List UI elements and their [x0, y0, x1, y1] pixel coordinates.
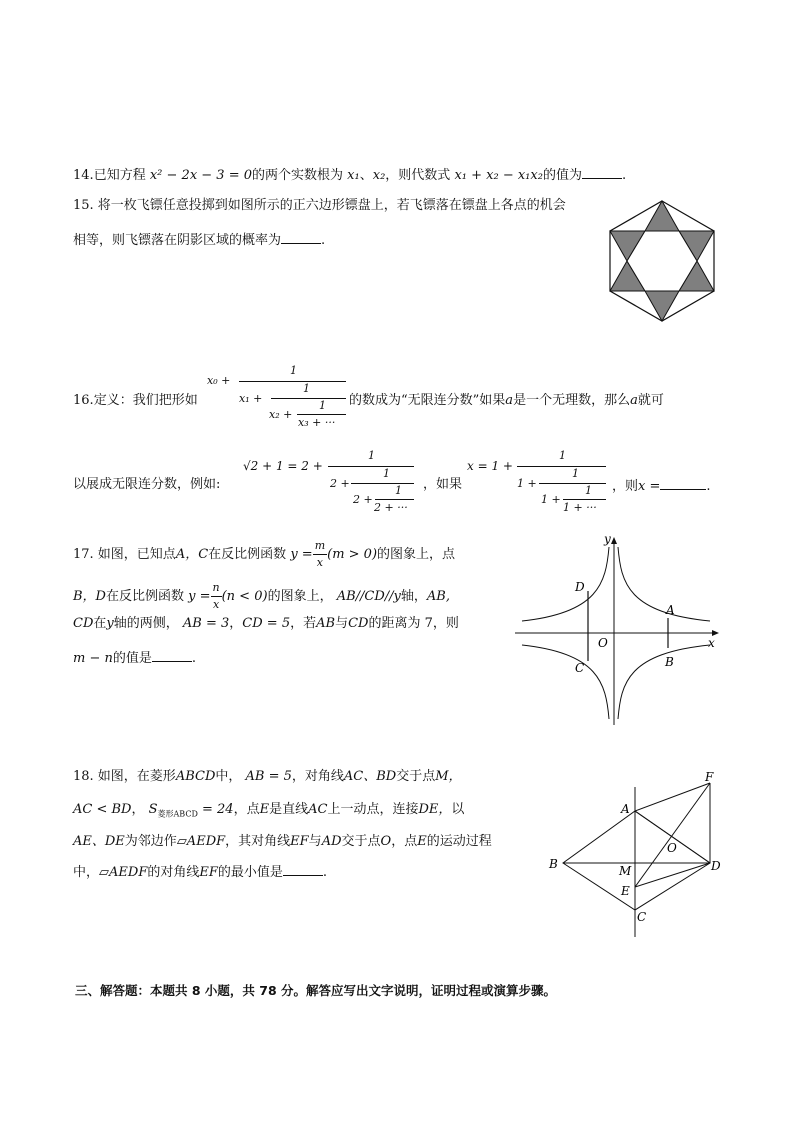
- cf-num-1: 1: [290, 364, 297, 377]
- q17-text-1c: 的图象上，点: [377, 547, 456, 562]
- segment-ad: [635, 811, 710, 863]
- ex-num-3: 1: [395, 484, 402, 497]
- q16-x-example: [467, 449, 617, 519]
- q16-line-2-mid: ，如果: [423, 477, 463, 492]
- q18-text-2a: ，点: [233, 802, 260, 817]
- q18-ab-length: AB = 5: [245, 769, 292, 784]
- label-a: A: [621, 802, 630, 816]
- q17-answer-blank[interactable]: [152, 649, 192, 662]
- x-num-1: 1: [559, 449, 566, 462]
- q18-area-s: S: [148, 802, 158, 817]
- q15-line-1: 15. 将一枚飞镖任意投掷到如图所示的正六边形镖盘上，若飞镖落在镖盘上各点的机会: [73, 198, 566, 213]
- q17-text-1b: 在反比例函数: [208, 547, 287, 562]
- q17-fn2-cond: (n < 0): [221, 589, 268, 604]
- q18-answer-blank[interactable]: [283, 863, 323, 876]
- q17-points-ac: A，C: [175, 547, 209, 562]
- label-d: D: [711, 859, 721, 873]
- q18-line-1: [73, 769, 462, 785]
- q18-ad: AD: [321, 834, 342, 849]
- cf-num-3: 1: [319, 399, 326, 412]
- cf-bar-2: [271, 398, 346, 399]
- q14-line: [73, 166, 626, 184]
- q18-area-value: = 24: [197, 802, 234, 817]
- q17-period: .: [191, 651, 197, 666]
- q18-text-2c: 上一动点，连接: [327, 802, 419, 817]
- q17-sep: ，: [229, 616, 243, 631]
- q15-line-2: [73, 231, 325, 249]
- ex-num-1: 1: [368, 449, 375, 462]
- cf-x2: x₂ +: [269, 408, 293, 421]
- q17-text-1a: 17. 如图，已知点: [73, 547, 176, 562]
- q18-text-1b: 中，: [215, 769, 242, 784]
- q14-number: 14.: [73, 168, 94, 183]
- label-o: O: [667, 841, 677, 855]
- label-d: D: [575, 580, 585, 594]
- label-x: x: [708, 636, 715, 650]
- q18-line-ac: AC: [308, 802, 328, 817]
- hexagon-dartboard-figure: [602, 196, 732, 326]
- q18-ae-de: AE、DE: [73, 834, 125, 849]
- q18-de: DE，: [418, 802, 452, 817]
- q17-fn1-cond: (m > 0): [327, 547, 378, 562]
- hyperbola-figure: [510, 533, 725, 728]
- q17-cd: CD: [73, 616, 94, 631]
- q14-expression: x₁ + x₂ − x₁x₂: [454, 168, 543, 183]
- q17-text-3c: 轴的两侧，: [113, 616, 179, 631]
- q18-abcd: ABCD: [175, 769, 216, 784]
- q16-answer-blank[interactable]: [660, 477, 706, 490]
- q18-text-2b: 是直线: [269, 802, 309, 817]
- rhombus-figure: [545, 767, 735, 942]
- q18-parallelogram-2: ▱AEDF: [99, 865, 148, 880]
- q17-text-3e: 与: [335, 616, 349, 631]
- q16-var-a-1: a: [505, 393, 514, 408]
- q17-line-1: [73, 538, 455, 571]
- q16-line-1-suffix: [349, 393, 664, 409]
- x-lhs: x = 1 +: [467, 459, 513, 473]
- q14-root-x1: x₁: [347, 168, 360, 183]
- x-dots: 1 + ···: [563, 501, 597, 514]
- q18-point-o: O: [380, 834, 392, 849]
- q17-text-3f: 的距离为 7，则: [368, 616, 459, 631]
- q18-text-3e: 交于点: [341, 834, 381, 849]
- q17-text-4a: 的值是: [112, 651, 152, 666]
- q18-line-3: [73, 834, 492, 850]
- ex-two-1: 2 +: [330, 477, 350, 490]
- q17-cd-2: CD: [348, 616, 369, 631]
- ex-num-2: 1: [383, 467, 390, 480]
- label-c: C: [575, 661, 585, 675]
- x-one-1: 1 +: [517, 477, 537, 490]
- q17-parallel: AB//CD//y: [336, 589, 401, 604]
- label-m: M: [619, 864, 632, 878]
- q18-text-3c: ，其对角线: [225, 834, 291, 849]
- q18-line-2: [73, 802, 464, 818]
- rhombus-abcd: [563, 811, 710, 910]
- q14-sep: 、: [359, 168, 373, 183]
- q17-y-axis: y: [106, 616, 114, 631]
- q18-text-2d: 以: [451, 802, 465, 817]
- q18-text-3f: ，点: [391, 834, 418, 849]
- x-bar-2: [539, 483, 606, 484]
- label-c: C: [637, 910, 647, 924]
- curve-n-quadrant-2: [522, 547, 609, 621]
- q14-equation: x² − 2x − 3 = 0: [149, 168, 253, 183]
- label-b: B: [549, 857, 558, 871]
- q17-fn1-den: x: [316, 556, 324, 569]
- q17-ab: AB,: [426, 589, 450, 604]
- q18-point-e-2: E: [417, 834, 427, 849]
- ex-lhs: √2 + 1 = 2 +: [243, 459, 323, 473]
- q17-fn2-y: y =: [188, 589, 211, 604]
- q16-text-3: 是一个无理数，那么: [513, 393, 631, 408]
- q16-line-2-suffix: [612, 477, 711, 495]
- q16-x-eq: x =: [638, 479, 661, 494]
- cf-x0: x₀ +: [207, 374, 231, 387]
- cf-bar-1: [239, 381, 346, 382]
- curve-m-quadrant-3: [522, 645, 609, 719]
- q15-text-2: 相等，则飞镖落在阴影区域的概率为: [73, 233, 282, 248]
- ex-two-2: 2 +: [353, 493, 373, 506]
- q17-text-2d: 轴，: [400, 589, 427, 604]
- q15-period: .: [321, 233, 326, 248]
- q18-point-e: E: [259, 802, 270, 817]
- q18-text-1d: 交于点: [396, 769, 436, 784]
- ex-bar-3: [375, 499, 414, 500]
- shade-triangle-bottom: [645, 291, 679, 321]
- q16-continued-fraction: [207, 364, 349, 434]
- q18-text-4a: 中，: [73, 865, 100, 880]
- q16-period: .: [706, 479, 711, 494]
- label-y: y: [604, 533, 611, 546]
- x-bar-1: [517, 466, 606, 467]
- q18-text-4b: 的对角线: [147, 865, 200, 880]
- section-3-heading: 三、解答题：本题共 8 小题，共 78 分。解答应写出文字说明，证明过程或演算步骤。: [75, 983, 557, 998]
- segment-ed: [635, 863, 710, 887]
- q14-answer-blank[interactable]: [582, 166, 622, 179]
- q17-ab-2: AB: [316, 616, 336, 631]
- q16-sqrt2-example: [243, 449, 423, 519]
- q17-line-4: [73, 649, 196, 667]
- q17-line-2: [73, 580, 450, 613]
- label-a: A: [666, 603, 675, 617]
- q14-text-1: 已知方程: [93, 168, 146, 183]
- q18-diagonals: AC、BD: [343, 769, 397, 784]
- x-bar-3: [563, 499, 606, 500]
- q17-fn1-num: m: [313, 538, 327, 555]
- q18-text-4c: 的最小值是: [217, 865, 283, 880]
- q17-cd-length: CD = 5: [242, 616, 291, 631]
- q17-text-3d: ，若: [290, 616, 317, 631]
- q16-line-1-prefix: [73, 393, 198, 409]
- q18-point-m: M，: [435, 769, 462, 784]
- ex-bar-1: [328, 466, 414, 467]
- q17-fn1-y: y =: [290, 547, 313, 562]
- ex-bar-2: [351, 483, 414, 484]
- q18-sep: ，: [131, 802, 145, 817]
- q17-fn2-den: x: [212, 598, 220, 611]
- q18-text-1c: ，对角线: [291, 769, 344, 784]
- q17-line-3: [73, 616, 459, 632]
- label-b: B: [665, 655, 674, 669]
- q18-period: .: [322, 865, 328, 880]
- q18-parallelogram: ▱AEDF: [176, 834, 226, 849]
- x-one-2: 1 +: [541, 493, 561, 506]
- q16-var-a-2: a: [630, 393, 638, 408]
- q17-text-2c: 的图象上，: [267, 589, 333, 604]
- q16-number: 16.: [73, 393, 94, 408]
- cf-bar-3: [297, 414, 346, 415]
- q16-text-2: 的数成为“无限连分数”如果: [349, 393, 506, 408]
- q18-inequality: AC < BD: [73, 802, 132, 817]
- label-e: E: [621, 884, 630, 898]
- curve-m-quadrant-1: [618, 547, 710, 621]
- q16-line-2-prefix: 以展成无限连分数，例如:: [73, 477, 221, 492]
- curve-n-quadrant-4: [618, 645, 710, 719]
- x-num-3: 1: [585, 484, 592, 497]
- cf-x1: x₁ +: [239, 392, 263, 405]
- q18-text-3b: 为邻边作: [124, 834, 177, 849]
- segment-ef: [635, 783, 710, 887]
- q17-points-bd: B，D: [73, 589, 106, 604]
- q17-text-2b: 在反比例函数: [105, 589, 184, 604]
- label-f: F: [705, 770, 714, 784]
- q15-answer-blank[interactable]: [281, 231, 321, 244]
- cf-num-2: 1: [303, 382, 310, 395]
- q18-text-3g: 的运动过程: [426, 834, 492, 849]
- q18-area-sub: 菱形ABCD: [157, 809, 198, 819]
- segment-af: [635, 783, 710, 811]
- q18-line-4: [73, 863, 327, 881]
- q16-text-1: 定义：我们把形如: [93, 393, 198, 408]
- q18-ef: EF: [290, 834, 309, 849]
- q17-ab-length: AB = 3: [182, 616, 230, 631]
- q17-fn2-fraction: [211, 580, 222, 613]
- q16-text-4: 就可: [637, 393, 664, 408]
- q17-text-3b: 在: [93, 616, 107, 631]
- q14-text-4: 的值为: [542, 168, 582, 183]
- cf-x3: x₃ + ···: [298, 416, 336, 429]
- q18-text-1a: 18. 如图，在菱形: [73, 769, 176, 784]
- ex-dots: 2 + ···: [374, 501, 408, 514]
- x-num-2: 1: [572, 467, 579, 480]
- q17-m-minus-n: m − n: [73, 651, 113, 666]
- q18-ef-2: EF: [199, 865, 218, 880]
- q14-text-3: ，则代数式: [385, 168, 451, 183]
- q17-fn2-num: n: [211, 580, 222, 597]
- q14-root-x2: x₂: [372, 168, 386, 183]
- q18-text-3d: 与: [308, 834, 322, 849]
- q16-text-then: ，则: [612, 479, 639, 494]
- q17-fn1-fraction: [313, 538, 327, 571]
- q14-period: .: [621, 168, 627, 183]
- q14-text-2: 的两个实数根为: [252, 168, 344, 183]
- label-o: O: [598, 636, 608, 650]
- shade-triangle-top: [645, 201, 679, 231]
